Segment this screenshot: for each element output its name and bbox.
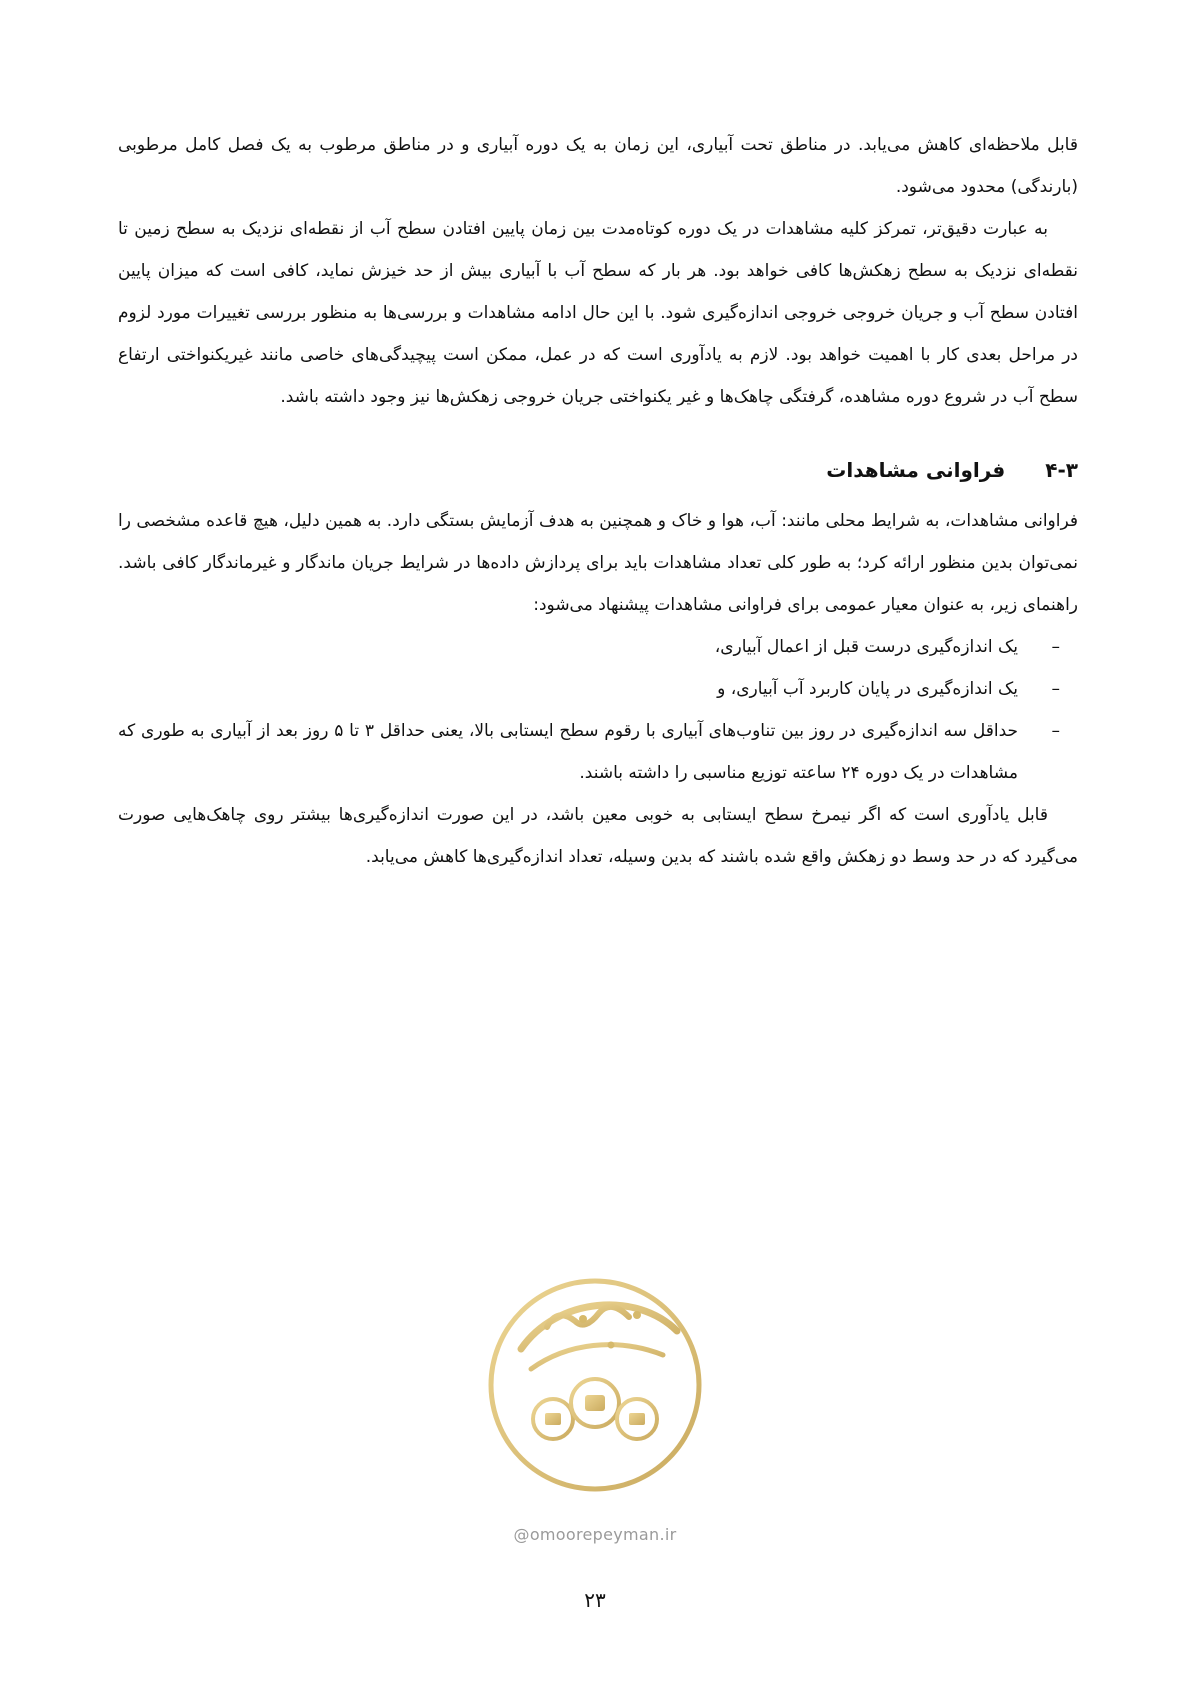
bullet-dash: – bbox=[1051, 679, 1060, 699]
list-item: – حداقل سه اندازه‌گیری در روز بین تناوب‌های آبیاری با رقوم سطح ایستابی بالا، یعنی حداقل ۳ تا ۵ روز بعد از آبیاری به طوری که مشاهدات در یک دوره ۲۴ ساعته توزیع مناسبی را داشته باشند. bbox=[118, 710, 1078, 794]
list-item: – یک اندازه‌گیری در پایان کاربرد آب آبیاری، و bbox=[118, 668, 1078, 710]
section-heading bbox=[118, 448, 1078, 492]
paragraph-closing: قابل یادآوری است که اگر نیمرخ سطح ایستابی به خوبی معین باشد، در این صورت اندازه‌گیری‌ها بیشتر روی چاهک‌هایی صورت می‌گیرد که در حد وسط دو زهکش واقع شده باشند که بدین وسیله، تعداد اندازه‌گیری‌ها کاهش می‌یابد. bbox=[118, 805, 1078, 867]
page-content bbox=[118, 124, 1078, 878]
section-number: ۴-۳ bbox=[1045, 458, 1078, 482]
watermark-logo bbox=[487, 1257, 703, 1557]
section-title: فراوانی مشاهدات bbox=[826, 458, 1006, 482]
guideline-list bbox=[118, 626, 1078, 794]
list-item: – یک اندازه‌گیری درست قبل از اعمال آبیاری، bbox=[118, 626, 1078, 668]
omoorepeyman-logo-icon bbox=[487, 1257, 703, 1527]
paragraph-observation-focus: به عبارت دقیق‌تر، تمرکز کلیه مشاهدات در یک دوره کوتاه‌مدت بین زمان پایین افتادن سطح آب از نقطه‌ای نزدیک به سطح زمین تا نقطه‌ای نزدیک به سطح زهکش‌ها کافی خواهد بود. هر بار که سطح آب با آبیاری بیش از حد خیزش نماید، کافی است که میزان پایین افتادن سطح آب و جریان خروجی خروجی اندازه‌گیری شود. با این حال ادامه مشاهدات و بررسی‌ها به منظور بررسی تغییرات مورد لزوم در مراحل بعدی کار با اهمیت خواهد بود. لازم به یادآوری است که در عمل، ممکن است پیچیدگی‌های خاصی مانند غیریکنواختی ارتفاع سطح آب در شروع دوره مشاهده، گرفتگی چاهک‌ها و غیر یکنواختی جریان خروجی زهکش‌ها نیز وجود داشته باشد. bbox=[118, 219, 1078, 407]
watermark-website: @omoorepeyman.ir bbox=[513, 1525, 677, 1544]
bullet-dash: – bbox=[1051, 637, 1060, 657]
paragraph-observation-frequency: فراوانی مشاهدات، به شرایط محلی مانند: آب، هوا و خاک و همچنین به هدف آزمایش بستگی دارد. به همین دلیل، هیچ قاعده مشخصی را نمی‌توان بدین منظور ارائه کرد؛ به طور کلی تعداد مشاهدات باید برای پردازش داده‌ها در شرایط جریان ماندگار و غیرماندگار کافی باشد. راهنمای زیر، به عنوان معیار عمومی برای فراوانی مشاهدات پیشنهاد می‌شود: bbox=[118, 511, 1078, 615]
paragraph-continuation: قابل ملاحظه‌ای کاهش می‌یابد. در مناطق تحت آبیاری، این زمان به یک دوره آبیاری و در مناطق مرطوب به یک فصل کامل مرطوبی (بارندگی) محدود می‌شود. bbox=[118, 135, 1078, 197]
bullet-dash: – bbox=[1051, 721, 1060, 741]
page-number: ۲۳ bbox=[584, 1588, 606, 1612]
